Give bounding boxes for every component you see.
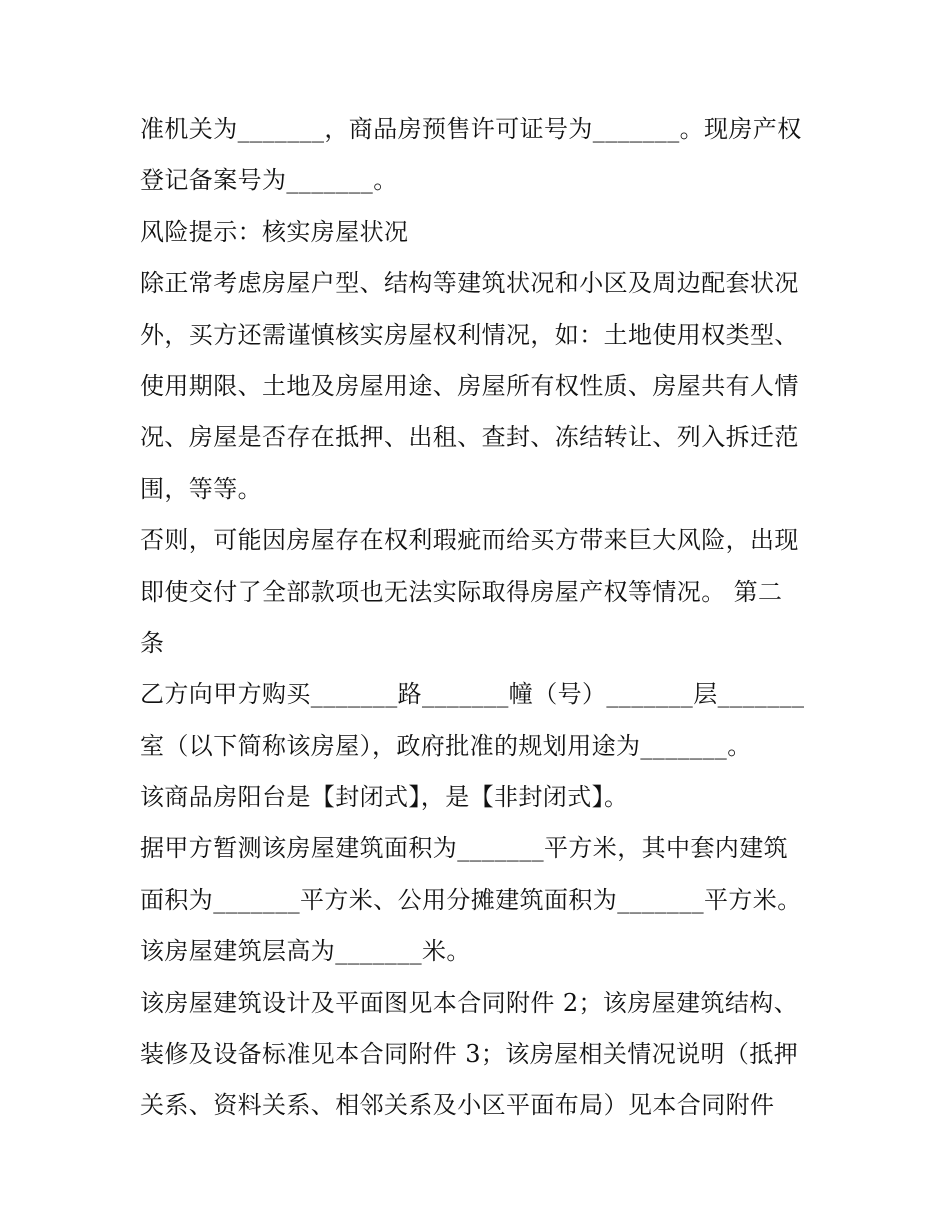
text-line: 准机关为_______，商品房预售许可证号为_______。现房产权 xyxy=(140,115,802,143)
text-line: 据甲方暂测该房屋建筑面积为_______平方米，其中套内建筑 xyxy=(140,834,788,863)
text-line: 登记备案号为_______。 xyxy=(140,166,398,195)
text-line: 除正常考虑房屋户型、结构等建筑状况和小区及周边配套状况 xyxy=(140,269,799,298)
text-line: 况、房屋是否存在抵押、出租、查封、冻结转让、列入拆迁范 xyxy=(140,423,799,452)
text-line: 该房屋建筑设计及平面图见本合同附件 2；该房屋建筑结构、 xyxy=(140,988,799,1017)
text-line: 外，买方还需谨慎核实房屋权利情况，如：土地使用权类型、 xyxy=(140,320,799,349)
text-line: 关系、资料关系、相邻关系及小区平面布局）见本合同附件 xyxy=(140,1091,775,1120)
text-line: 室（以下简称该房屋），政府批准的规划用途为_______。 xyxy=(140,731,752,760)
text-line: 否则，可能因房屋存在权利瑕疵而给买方带来巨大风险，出现 xyxy=(140,526,799,555)
text-line: 即使交付了全部款项也无法实际取得房屋产权等情况。 第二 xyxy=(140,577,783,606)
contract-text-body xyxy=(140,104,820,1132)
text-line: 使用期限、土地及房屋用途、房屋所有权性质、房屋共有人情 xyxy=(140,371,799,400)
text-line: 装修及设备标准见本合同附件 3；该房屋相关情况说明（抵押 xyxy=(140,1040,799,1069)
text-line: 面积为_______平方米、公用分摊建筑面积为_______平方米。 xyxy=(140,885,802,914)
text-line: 乙方向甲方购买_______路_______幢（号）_______层_______ xyxy=(140,680,805,709)
text-line: 该房屋建筑层高为_______米。 xyxy=(140,937,471,966)
section-heading-risk-notice: 风险提示：核实房屋状况 xyxy=(140,217,409,246)
text-line: 该商品房阳台是【封闭式】，是【非封闭式】。 xyxy=(140,783,629,812)
text-line: 条 xyxy=(140,628,165,657)
text-line: 围，等等。 xyxy=(140,474,262,503)
